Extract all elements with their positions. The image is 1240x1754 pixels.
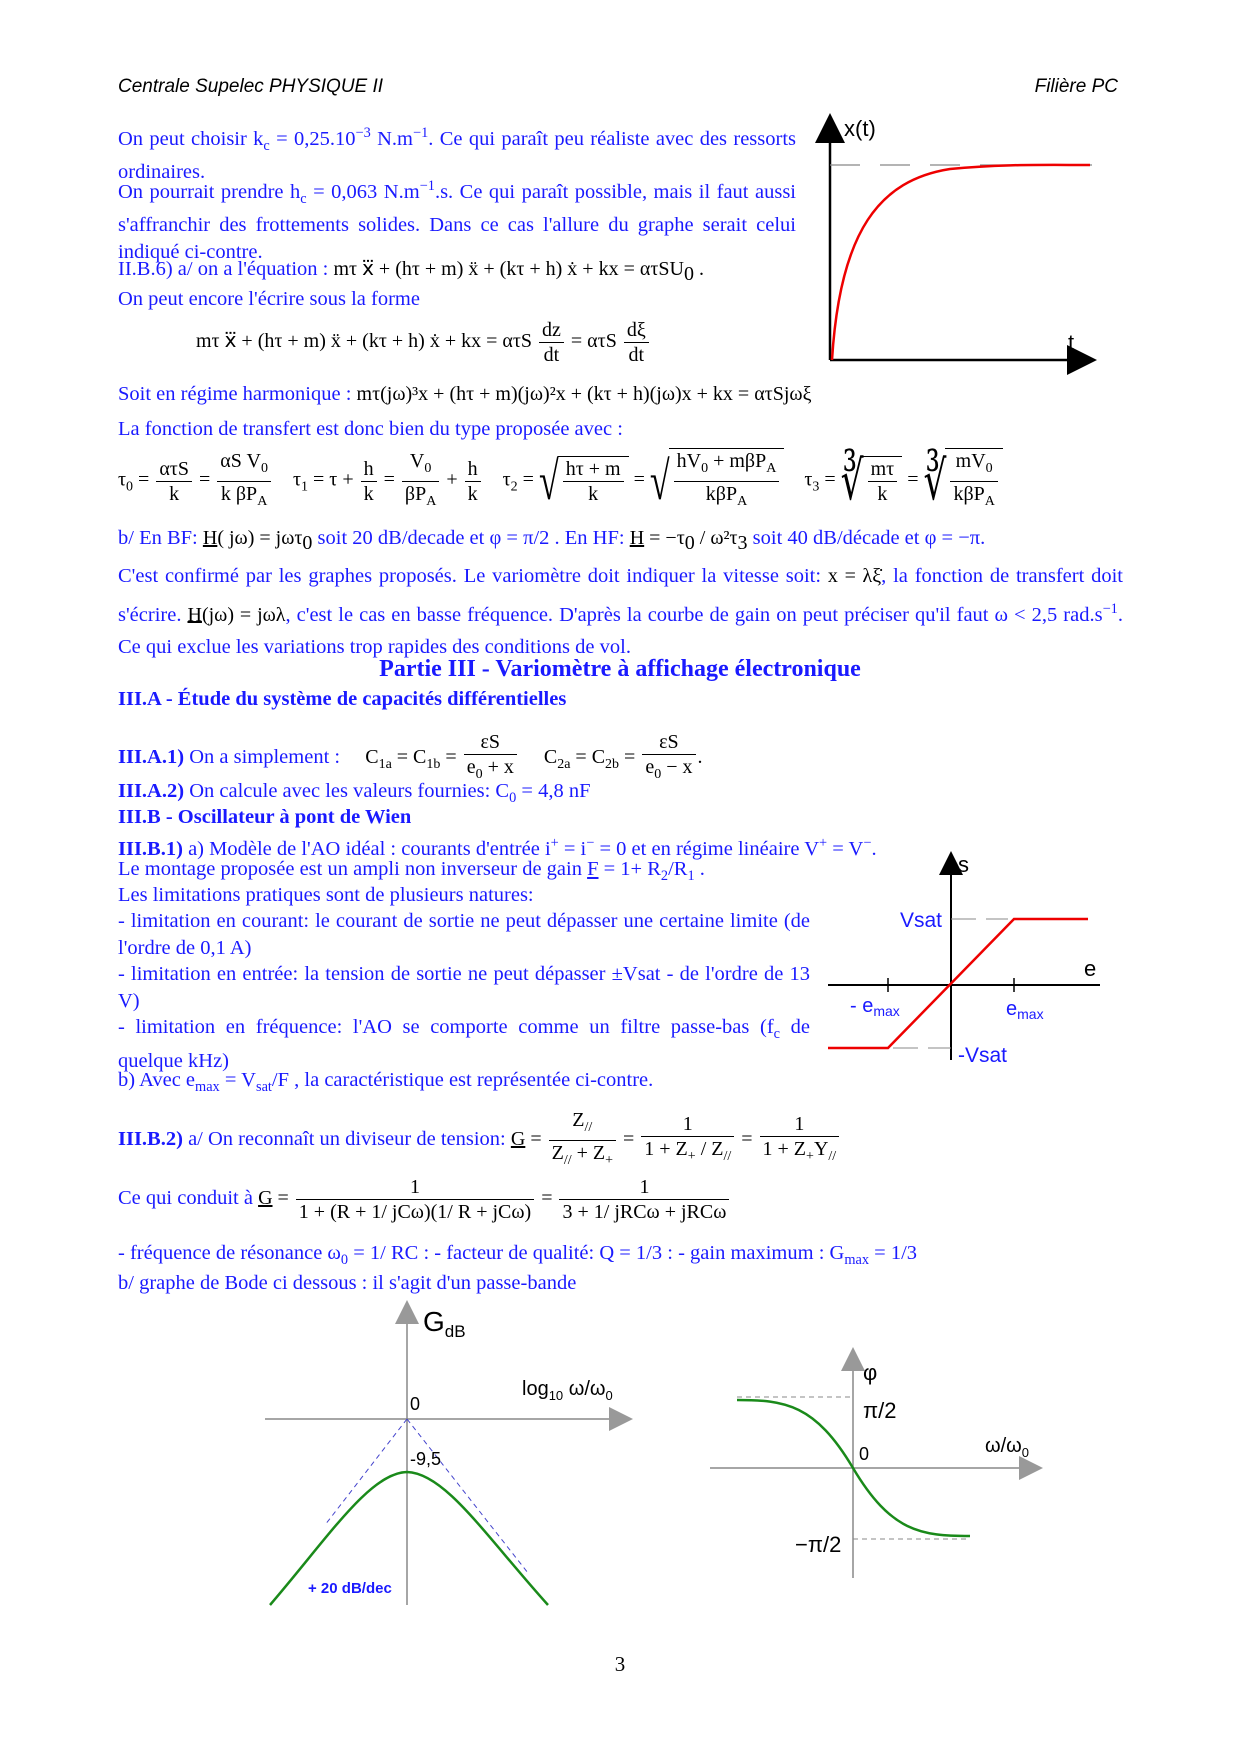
phase-x-label: $\omega/\omega_0$ bbox=[985, 1435, 1030, 1460]
limitations-intro: Les limitations pratiques sont de plusieurs natures: bbox=[118, 884, 534, 906]
sat-e-label: e bbox=[1084, 956, 1097, 981]
gain-zero: 0 bbox=[410, 1394, 421, 1414]
emax-line: b) Avec $e_{max} = V_{sat}/F$ , la caractéristique est représentée ci-contre. bbox=[118, 1069, 654, 1096]
tau-expressions: $\tau_0$ = $\frac{\text{ατS}}{k}$ = $\frac{\alpha S V_0}{k \beta P_A}$ $\tau_1 = \tau$ + $\frac{h}{k}$ = $\frac{V_0}{\beta P_A}$ + $\frac{h}{k}$ $\tau_2$ = √ $\frac{h\tau + m}{k}$ = √ $\frac{hV_0 + m\beta P_A}{k\beta P_A}$ $\tau_3$ = ∛ $\frac{m\tau}{k}$ = ∛ $\frac{mV_0}{k\beta P_A}$ bbox=[118, 448, 1003, 514]
limitation-input: - limitation en entrée: la tension de sortie ne peut dépasser ±Vsat - de l'ordre de 13 V) bbox=[118, 963, 810, 1012]
phase-y-label: φ bbox=[863, 1360, 878, 1385]
header-right: Filière PC bbox=[1034, 76, 1118, 97]
figure-saturation bbox=[808, 850, 1108, 1100]
conduit-line: Ce qui conduit à G = $\frac{1}{\text{1 + (R + 1/ jCω)(1/ R + jCω)}}$ = $\frac{1}{\text{3 + 1/ jRCω + jRCω}}$ bbox=[118, 1175, 731, 1224]
eq-intro: On peut encore l'écrire sous la forme bbox=[118, 288, 420, 310]
xt-curve bbox=[832, 165, 1090, 360]
header-left: Centrale Supelec PHYSIQUE II bbox=[118, 76, 384, 97]
resonance-line: - fréquence de résonance $\omega_0 = 1/$ RC : - facteur de qualité: Q = 1/3 : - gain maximum : $G_{max} = 1/3$ bbox=[118, 1242, 918, 1269]
figure-bode-phase bbox=[705, 1340, 1045, 1580]
gain-max: -9,5 bbox=[410, 1449, 442, 1469]
figure-xt bbox=[800, 110, 1100, 375]
section-3a: III.A - Étude du système de capacités différentielles bbox=[118, 688, 567, 710]
limitation-frequency: - limitation en fréquence: l'AO se comporte comme un filtre passe-bas ($f_c$ de quelque kHz) bbox=[118, 1016, 810, 1072]
sat-s-label: s bbox=[958, 852, 969, 877]
iii-b2: III.B.2) a/ On reconnaît un diviseur de tension: G = $\frac{Z_{//}}{Z_{//} + Z_+}$ = $\frac{1}{1 + Z_+ / Z_{//}}$ = $\frac{1}{1 + Z_+Y_{//}}$ bbox=[118, 1108, 841, 1173]
phase-mpi2: −π/2 bbox=[795, 1532, 842, 1557]
iii-b1: III.B.1) a) Modèle de l'AO idéal : courants d'entrée i+ = i− = 0 et en régime linéaire V+ = V−. bbox=[118, 835, 877, 860]
harmonic-line: Soit en régime harmonique : mτ(jω)³x + (hτ + m)(jω)²x + (kτ + h)(jω)x + kx = ατSjωξ bbox=[118, 383, 812, 405]
gain-slope: + 20 dB/dec bbox=[308, 1580, 392, 1597]
sat-vsat: Vsat bbox=[900, 909, 943, 932]
page-number: 3 bbox=[614, 1652, 626, 1676]
gain-x-label: $\log_{10} \omega/\omega_0$ bbox=[522, 1378, 613, 1403]
gain-line: Le montage proposée est un ampli non inverseur de gain $F = 1+ R_2/R_1$ . bbox=[118, 858, 705, 885]
para-h-choice: On pourrait prendre $h_c = 0,063$ $N.m^{-1}.s$. Ce qui paraît possible, mais il faut aussi s'affranchir des frottements solides. Dans ce cas l'allure du graphe serait celui indiqué ci-contre. bbox=[118, 178, 796, 263]
gain-y-label: $G_{dB}$ bbox=[423, 1306, 466, 1341]
transfer-intro: La fonction de transfert est donc bien du type proposée avec : bbox=[118, 418, 623, 440]
limitation-current: - limitation en courant: le courant de sortie ne peut dépasser une certaine limite (de l'ordre de 0,1 A) bbox=[118, 910, 810, 959]
para-confirmation: C'est confirmé par les graphes proposés. Le variomètre doit indiquer la vitesse soit: x = λξ̇, la fonction de transfert doit s'écrire. H(jω) = jωλ, c'est le cas en basse fréquence. D'après la courbe de gain on peut préciser qu'il faut ω < 2,5 $rad.s^{-1}$. Ce qui exclue les variations trop rapides des conditions de vol. bbox=[118, 565, 1123, 658]
iii-a2: III.A.2) On calcule avec les valeurs fournies: $C_0 = 4,8$ nF bbox=[118, 780, 591, 807]
iii-a1: III.A.1) On a simplement : $C_{1a} = C_{1b}$ = $\frac{\varepsilon S}{e_0 + x}$ $C_{2a} = C_{2b}$ = $\frac{\varepsilon S}{e_0 - x}$ . bbox=[118, 731, 703, 782]
phase-pi2: π/2 bbox=[863, 1398, 897, 1423]
para-k-choice: On peut choisir $k_c = 0,25.10^{-3}$ $N.m^{-1}$. Ce qui paraît peu réaliste avec des ressorts ordinaires. bbox=[118, 125, 796, 184]
eq-line-2: mτ x⃛ + (hτ + m) ẍ + (kτ + h) ẋ + kx = ατS $\frac{dz}{dt}$ = ατS $\frac{d\xi}{dt}$ bbox=[196, 318, 651, 367]
bf-hf-line: b/ En BF: H( jω) = jωτ$_0$ soit 20 dB/decade et φ = π/2 . En HF: $H = -\tau_0 / \omega^2\tau_3$ soit 40 dB/décade et φ = −π. bbox=[118, 527, 986, 555]
eq-line-1: II.B.6) a/ on a l'équation : mτ x⃛ + (hτ + m) ẍ + (kτ + h) ẋ + kx = ατSU$_0$ . bbox=[118, 258, 704, 286]
sat-mvsat: -Vsat bbox=[958, 1044, 1008, 1067]
bode-intro: b/ graphe de Bode ci dessous : il s'agit d'un passe-bande bbox=[118, 1272, 577, 1294]
xt-x-label: t bbox=[1068, 330, 1075, 355]
sat-curve bbox=[828, 919, 1088, 1048]
figure-bode-gain bbox=[260, 1295, 640, 1615]
part-title: Partie III - Variomètre à affichage électronique bbox=[379, 656, 861, 682]
section-3b: III.B - Oscillateur à pont de Wien bbox=[118, 806, 412, 828]
sat-emax: $e_{max}$ bbox=[1006, 998, 1044, 1022]
xt-y-label: x(t) bbox=[844, 116, 876, 141]
sat-memax: - $e_{max}$ bbox=[850, 995, 900, 1019]
phase-zero: 0 bbox=[859, 1444, 870, 1464]
